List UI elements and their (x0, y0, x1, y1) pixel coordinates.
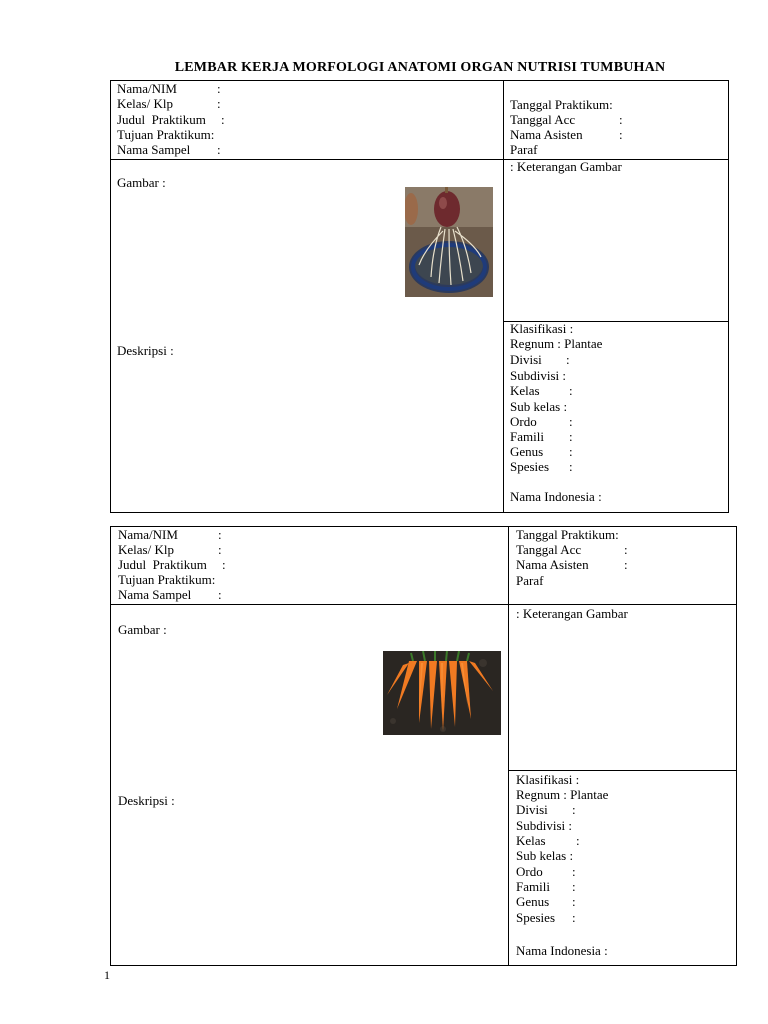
kelas-klp-label: Kelas/ Klp (117, 96, 173, 111)
tanggal-acc-colon: : (619, 112, 623, 127)
nama-nim-label: Nama/NIM (118, 527, 178, 542)
kelas-label: Kelas (510, 383, 540, 398)
judul-praktikum-label: Judul Praktikum (118, 557, 207, 572)
paraf-label: Paraf (510, 142, 538, 157)
klasifikasi-label: Klasifikasi : (516, 772, 580, 787)
nama-nim-colon: : (218, 527, 222, 542)
spesies-label: Spesies (516, 910, 555, 925)
worksheet-2 (110, 526, 737, 966)
sub-kelas-label: Sub kelas : (516, 848, 574, 863)
ordo-label: Ordo (510, 414, 537, 429)
spesies-colon: : (569, 459, 573, 474)
nama-nim-label: Nama/NIM (117, 81, 177, 96)
famili-label: Famili (510, 429, 544, 444)
judul-praktikum-label: Judul Praktikum (117, 112, 206, 127)
klasifikasi-label: Klasifikasi : (510, 321, 574, 336)
genus-label: Genus (516, 894, 550, 909)
famili-label: Famili (516, 879, 550, 894)
shallot-roots-in-water-photo (405, 187, 493, 297)
regnum-label: Regnum : Plantae (516, 787, 609, 802)
subdivisi-label: Subdivisi : (510, 368, 566, 383)
nama-asisten-label: Nama Asisten (516, 557, 589, 572)
nama-asisten-colon: : (619, 127, 623, 142)
kelas-klp-colon: : (218, 542, 222, 557)
tanggal-acc-label: Tanggal Acc (516, 542, 582, 557)
nama-sampel-colon: : (218, 587, 222, 602)
ordo-colon: : (569, 414, 573, 429)
kelas-label: Kelas (516, 833, 546, 848)
keterangan-gambar-label: : Keterangan Gambar (516, 606, 628, 621)
carrots-image (383, 651, 501, 735)
nama-sampel-colon: : (217, 142, 221, 157)
tanggal-praktikum-label: Tanggal Praktikum: (510, 97, 613, 112)
gambar-label: Gambar : (117, 175, 166, 190)
divisi-label: Divisi (516, 802, 548, 817)
tanggal-praktikum-label: Tanggal Praktikum: (516, 527, 619, 542)
nama-sampel-label: Nama Sampel (118, 587, 192, 602)
nama-asisten-colon: : (624, 557, 628, 572)
kelas-colon: : (569, 383, 573, 398)
kelas-klp-colon: : (217, 96, 221, 111)
spesies-colon: : (572, 910, 576, 925)
keterangan-gambar-label: : Keterangan Gambar (510, 159, 622, 174)
tujuan-praktikum-label: Tujuan Praktikum: (117, 127, 215, 142)
ordo-colon: : (572, 864, 576, 879)
deskripsi-label: Deskripsi : (118, 793, 175, 808)
tanggal-acc-colon: : (624, 542, 628, 557)
subdivisi-label: Subdivisi : (516, 818, 572, 833)
kelas-klp-label: Kelas/ Klp (118, 542, 174, 557)
genus-colon: : (569, 444, 573, 459)
kelas-colon: : (576, 833, 580, 848)
deskripsi-label: Deskripsi : (117, 343, 174, 358)
judul-praktikum-colon: : (221, 112, 225, 127)
ordo-label: Ordo (516, 864, 543, 879)
regnum-label: Regnum : Plantae (510, 336, 603, 351)
divisi-label: Divisi (510, 352, 542, 367)
paraf-label: Paraf (516, 573, 544, 588)
sub-kelas-label: Sub kelas : (510, 399, 568, 414)
famili-colon: : (569, 429, 573, 444)
nama-indonesia-label: Nama Indonesia : (516, 943, 608, 958)
tujuan-praktikum-label: Tujuan Praktikum: (118, 572, 216, 587)
nama-sampel-label: Nama Sampel (117, 142, 191, 157)
famili-colon: : (572, 879, 576, 894)
genus-colon: : (572, 894, 576, 909)
nama-nim-colon: : (217, 81, 221, 96)
gambar-label: Gambar : (118, 622, 167, 637)
judul-praktikum-colon: : (222, 557, 226, 572)
nama-indonesia-label: Nama Indonesia : (510, 489, 602, 504)
page-title: LEMBAR KERJA MORFOLOGI ANATOMI ORGAN NUTRISI TUMBUHAN (174, 60, 666, 75)
divisi-colon: : (572, 802, 576, 817)
shallot-image (405, 187, 493, 297)
genus-label: Genus (510, 444, 544, 459)
divisi-colon: : (566, 352, 570, 367)
worksheet-1 (110, 80, 729, 513)
spesies-label: Spesies (510, 459, 549, 474)
page-number: 1 (104, 968, 110, 982)
nama-asisten-label: Nama Asisten (510, 127, 583, 142)
carrots-on-soil-photo (383, 651, 501, 735)
tanggal-acc-label: Tanggal Acc (510, 112, 576, 127)
